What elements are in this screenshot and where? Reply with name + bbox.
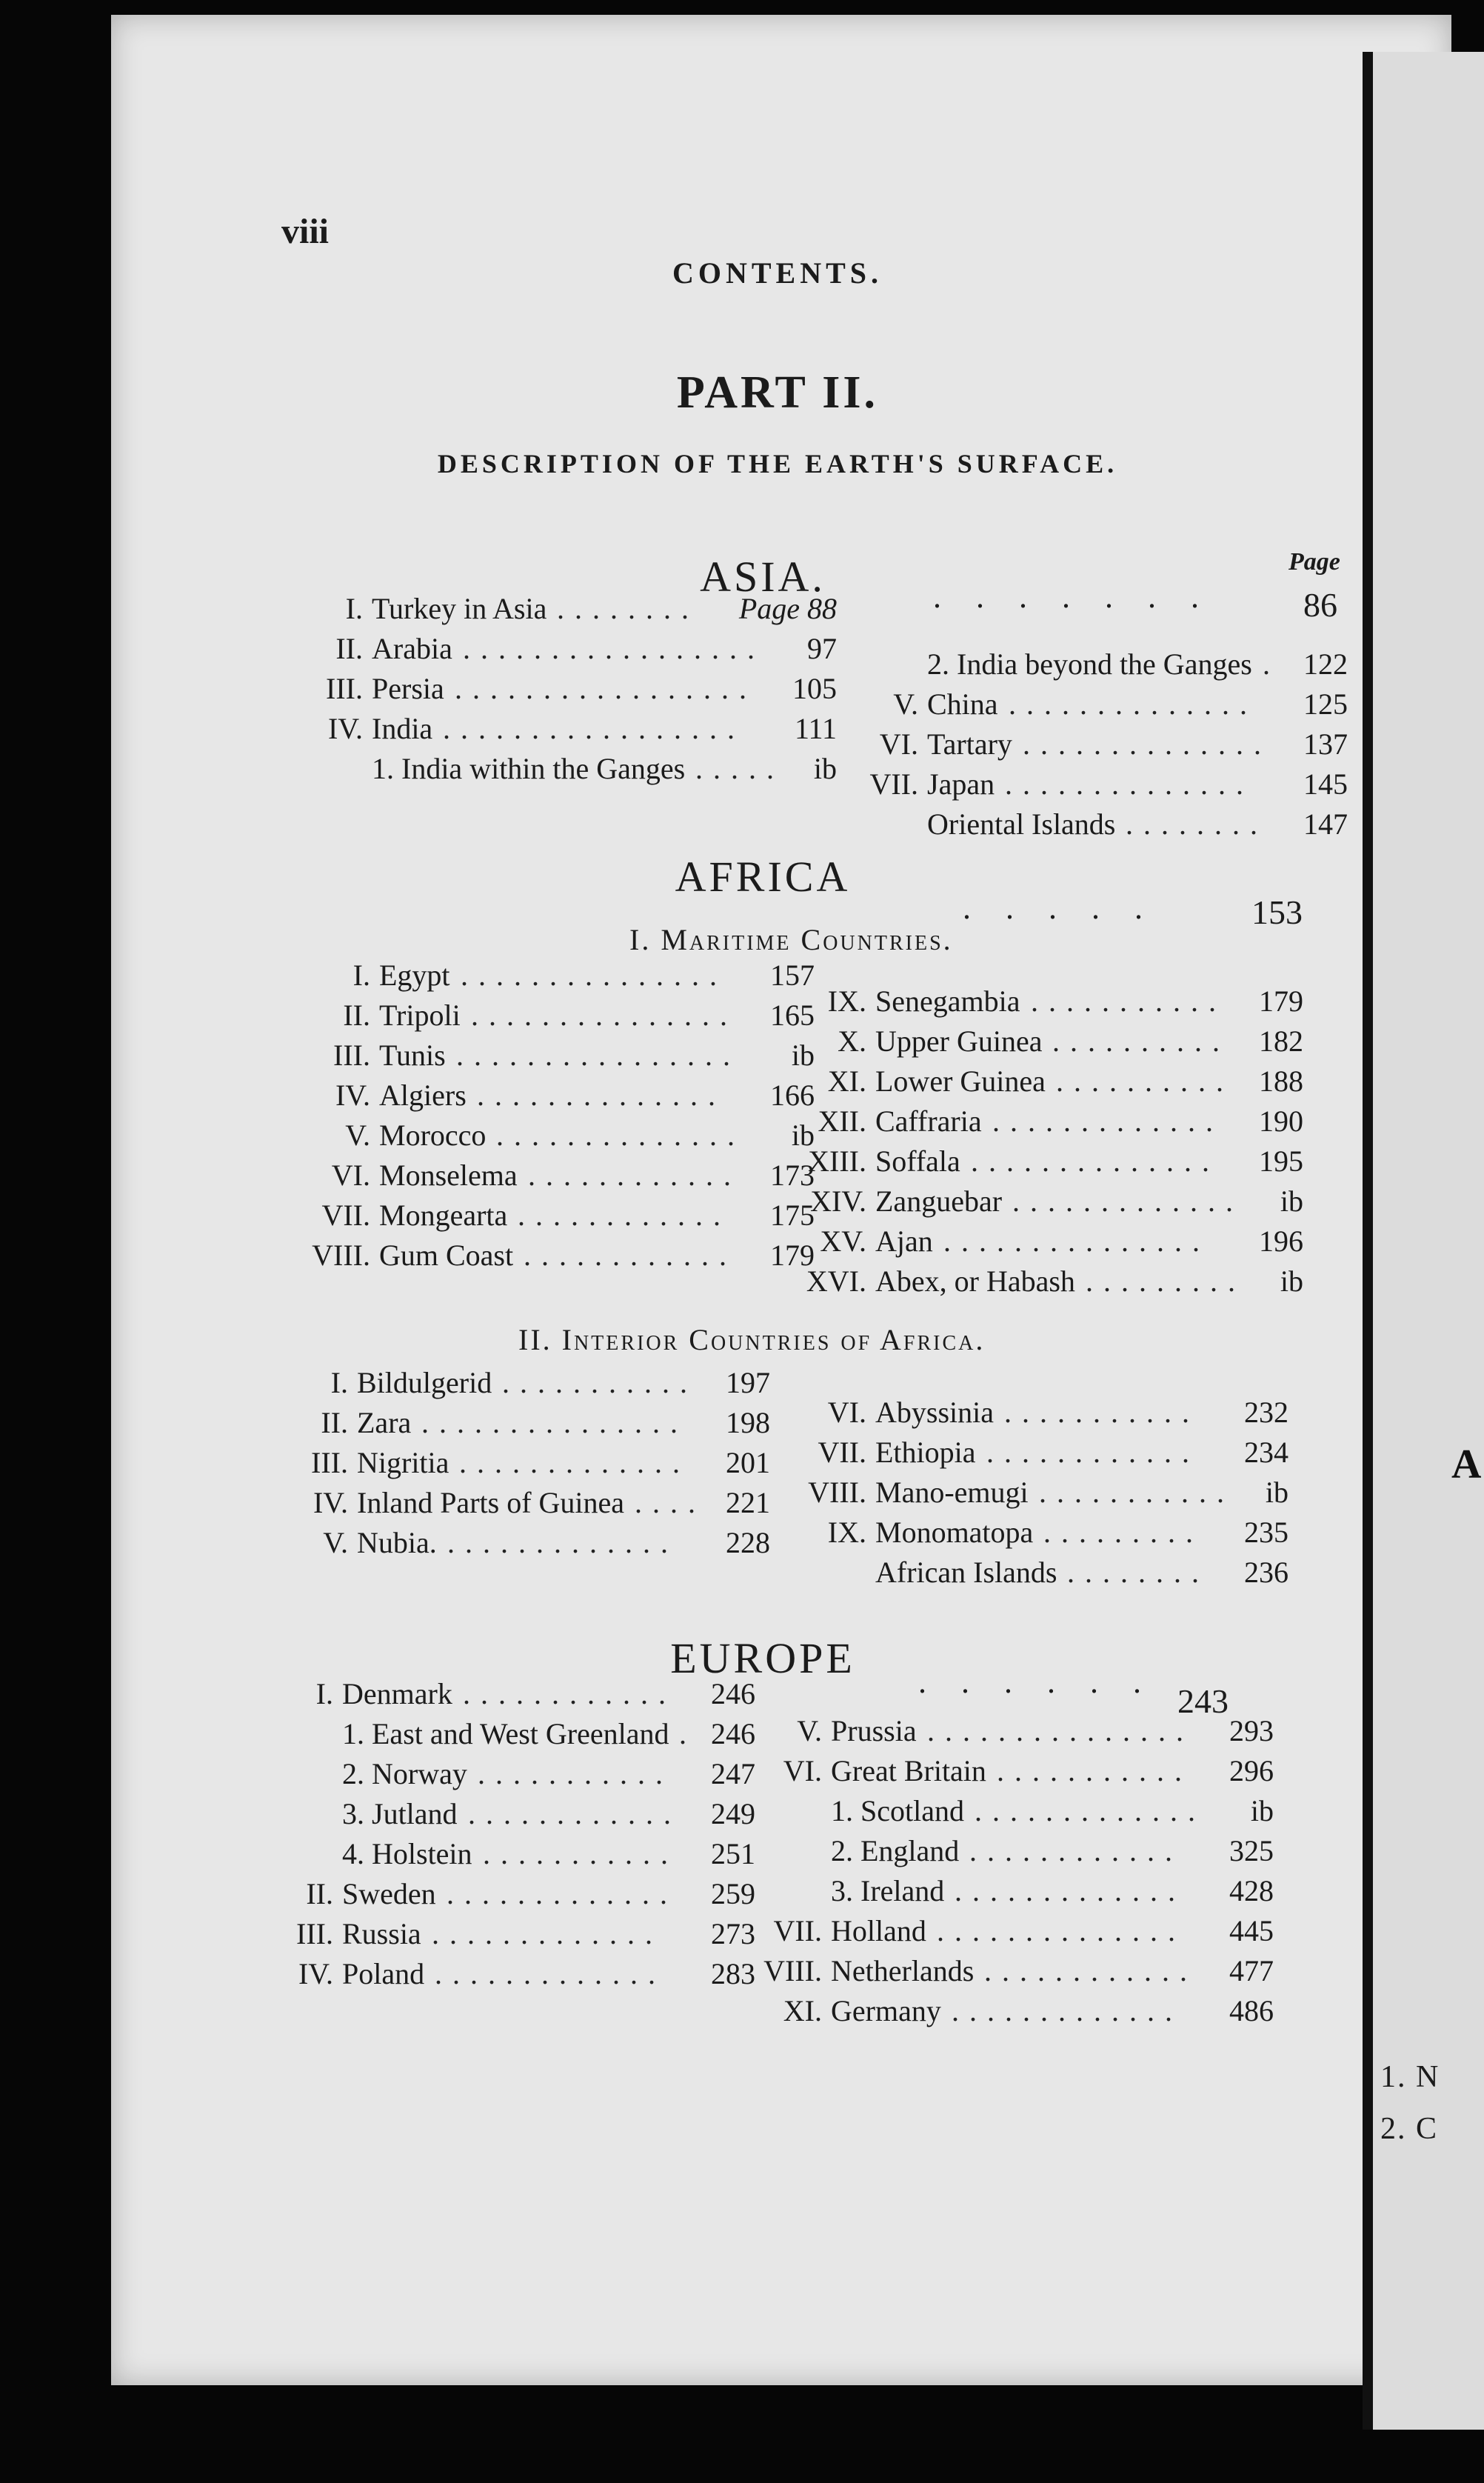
leader-dots: ............ xyxy=(986,1436,1200,1469)
subheading-interior: II. Interior Countries of Africa. xyxy=(518,1323,986,1356)
entry-title: 4. Holstein xyxy=(342,1837,472,1870)
leader-dots: ............. xyxy=(447,1877,678,1910)
toc-entry xyxy=(755,1911,1274,1951)
toc-entry xyxy=(296,669,837,709)
leader-dots: ............... xyxy=(471,999,738,1032)
leader-dots: ............. xyxy=(459,1446,690,1479)
entry-title: Egypt xyxy=(379,959,450,992)
leader-dots: ............ xyxy=(518,1199,731,1232)
toc-entry xyxy=(755,1871,1274,1911)
entry-page: 122 xyxy=(1303,647,1348,681)
entry-number: VI. xyxy=(783,1754,822,1787)
toc-entry xyxy=(800,1021,1303,1061)
leader-dots: ................. xyxy=(463,632,765,665)
entry-title: Zara xyxy=(357,1406,412,1439)
entry-title: Great Britain xyxy=(831,1754,986,1787)
toc-entry xyxy=(304,1076,815,1116)
entry-page: 190 xyxy=(1259,1104,1303,1138)
entry-title: Denmark xyxy=(342,1677,452,1710)
leader-dots: ............... xyxy=(461,959,727,992)
entry-number: III. xyxy=(296,1917,333,1950)
leader-dots: ............ xyxy=(463,1677,676,1710)
leader-dots: ........... xyxy=(478,1757,673,1790)
entry-title: Sweden xyxy=(342,1877,436,1910)
toc-entry xyxy=(304,1236,815,1276)
entry-page: 236 xyxy=(1244,1556,1289,1589)
leader-dots: ............. xyxy=(1012,1184,1243,1218)
entry-title: 2. India beyond the Ganges xyxy=(927,647,1252,681)
section-title-africa: AFRICA xyxy=(675,853,851,901)
entry-title: Abex, or Habash xyxy=(875,1264,1075,1298)
toc-entry xyxy=(296,589,837,629)
running-head: CONTENTS. xyxy=(672,256,883,290)
entry-title: 1. Scotland xyxy=(831,1794,964,1827)
entry-page: 147 xyxy=(1303,807,1348,841)
entry-title: Lower Guinea xyxy=(875,1064,1046,1098)
entry-number: II. xyxy=(306,1877,333,1910)
toc-entry xyxy=(800,981,1303,1021)
leader-dots: . . . . . . xyxy=(918,1664,1154,1700)
entry-number: VII. xyxy=(321,1199,370,1232)
entry-title: China xyxy=(927,687,998,721)
entry-page: 247 xyxy=(711,1757,755,1790)
leader-dots: .............. xyxy=(1005,767,1254,801)
entry-page: ib xyxy=(1280,1184,1303,1218)
entry-page: 283 xyxy=(711,1957,755,1990)
entry-number: XI. xyxy=(827,1064,866,1098)
entry-page: 232 xyxy=(1244,1396,1289,1429)
toc-entry xyxy=(800,1262,1303,1302)
entry-title: Mongearta xyxy=(379,1199,508,1232)
entry-number: II. xyxy=(343,999,370,1032)
toc-entry xyxy=(755,1951,1274,1991)
toc-entry xyxy=(304,1156,815,1196)
africa-interior-right-column xyxy=(800,1393,1289,1593)
europe-right-column xyxy=(755,1711,1274,2031)
leader-dots: ............ xyxy=(984,1954,1197,1987)
entry-number: II. xyxy=(335,632,363,665)
leader-dots: ............ xyxy=(524,1239,737,1272)
entry-title: Holland xyxy=(831,1914,926,1947)
section-title-asia: ASIA. xyxy=(700,553,826,601)
toc-entry xyxy=(800,1473,1289,1513)
entry-number: IX. xyxy=(827,1516,866,1549)
entry-title: 3. Jutland xyxy=(342,1797,458,1830)
page-column-header: Page xyxy=(1289,548,1340,576)
leader-dots: . . . . . xyxy=(963,890,1156,926)
section-page-europe: 243 xyxy=(1177,1682,1229,1720)
entry-page: 173 xyxy=(770,1159,815,1192)
entry-number: III. xyxy=(311,1446,348,1479)
entry-number: II. xyxy=(321,1406,348,1439)
leader-dots: ............. xyxy=(432,1917,663,1950)
entry-title: India xyxy=(372,712,433,745)
entry-number: VIII. xyxy=(763,1954,822,1987)
entry-page: 165 xyxy=(770,999,815,1032)
toc-entry xyxy=(800,1061,1303,1101)
leader-dots: ............... xyxy=(421,1406,688,1439)
entry-number: I. xyxy=(345,592,363,625)
leader-dots: . . . . . . . xyxy=(933,579,1212,615)
leader-dots: ........... xyxy=(1031,984,1226,1018)
entry-page: ib xyxy=(813,752,837,785)
entry-page: 228 xyxy=(726,1526,770,1559)
entry-number: V. xyxy=(797,1714,822,1747)
entry-page: 477 xyxy=(1229,1954,1274,1987)
entry-number: VII. xyxy=(818,1436,866,1469)
leader-dots: ........ xyxy=(1067,1556,1209,1589)
entry-number: X. xyxy=(838,1024,866,1058)
entry-page: 325 xyxy=(1229,1834,1274,1867)
entry-page: 273 xyxy=(711,1917,755,1950)
entry-title: Morocco xyxy=(379,1119,487,1152)
entry-title: Turkey in Asia xyxy=(372,592,547,625)
entry-title: Tartary xyxy=(927,727,1012,761)
entry-page: 486 xyxy=(1229,1994,1274,2027)
entry-title: Upper Guinea xyxy=(875,1024,1043,1058)
entry-number: VIII. xyxy=(312,1239,370,1272)
entry-title: African Islands xyxy=(875,1556,1057,1589)
entry-page: ib xyxy=(1280,1264,1303,1298)
entry-title: Bildulgerid xyxy=(357,1366,492,1399)
entry-number: XII. xyxy=(818,1104,866,1138)
entry-title: 2. England xyxy=(831,1834,960,1867)
entry-number: VII. xyxy=(869,767,918,801)
leader-dots: ............. xyxy=(992,1104,1223,1138)
entry-number: IV. xyxy=(312,1486,348,1519)
toc-entry xyxy=(267,1914,755,1954)
entry-page: 179 xyxy=(1259,984,1303,1018)
entry-page: 246 xyxy=(711,1677,755,1710)
entry-number: V. xyxy=(893,687,918,721)
entry-number: XVI. xyxy=(806,1264,866,1298)
toc-entry xyxy=(304,1116,815,1156)
leader-dots: ........ xyxy=(1126,807,1268,841)
toc-entry xyxy=(800,1181,1303,1221)
toc-entry xyxy=(755,1831,1274,1871)
entry-number: IV. xyxy=(298,1957,333,1990)
leader-dots: ............ xyxy=(528,1159,741,1192)
entry-title: Germany xyxy=(831,1994,941,2027)
toc-entry xyxy=(267,1794,755,1834)
entry-title: Tunis xyxy=(379,1039,446,1072)
toc-entry xyxy=(800,1393,1289,1433)
entry-page: 249 xyxy=(711,1797,755,1830)
leader-dots: ............... xyxy=(943,1224,1210,1258)
toc-entry xyxy=(755,1791,1274,1831)
toc-entry xyxy=(267,1714,755,1754)
leader-dots: ................. xyxy=(455,672,757,705)
entry-page: ib xyxy=(1265,1476,1289,1509)
leader-dots: ........... xyxy=(1004,1396,1200,1429)
entry-page: 179 xyxy=(770,1239,815,1272)
entry-title: Arabia xyxy=(372,632,452,665)
entry-page: 201 xyxy=(726,1446,770,1479)
entry-page: 196 xyxy=(1259,1224,1303,1258)
leader-dots: . xyxy=(679,1717,697,1750)
entry-number: XI. xyxy=(783,1994,822,2027)
entry-number: XIV. xyxy=(810,1184,866,1218)
entry-number: I. xyxy=(315,1677,333,1710)
entry-number: I. xyxy=(330,1366,348,1399)
toc-entry xyxy=(852,684,1348,724)
leader-dots: .......... xyxy=(1052,1024,1230,1058)
leader-dots: ............. xyxy=(447,1526,678,1559)
section-title-europe: EUROPE xyxy=(670,1634,855,1682)
entry-page: 157 xyxy=(770,959,815,992)
leader-dots: ............ xyxy=(969,1834,1183,1867)
entry-title: 2. Norway xyxy=(342,1757,467,1790)
leader-dots: .............. xyxy=(1023,727,1271,761)
part-title: PART II. xyxy=(676,367,879,418)
entry-page: 445 xyxy=(1229,1914,1274,1947)
entry-title: 1. India within the Ganges xyxy=(372,752,686,785)
entry-title: Soffala xyxy=(875,1144,960,1178)
africa-maritime-right-column xyxy=(800,981,1303,1302)
africa-maritime-left-column xyxy=(304,956,815,1276)
entry-title: Inland Parts of Guinea xyxy=(357,1486,625,1519)
entry-page: 296 xyxy=(1229,1754,1274,1787)
toc-entry xyxy=(296,629,837,669)
entry-number: VI. xyxy=(827,1396,866,1429)
leader-dots: ..... xyxy=(695,752,784,785)
entry-page: 234 xyxy=(1244,1436,1289,1469)
entry-title: Mano-emugi xyxy=(875,1476,1029,1509)
entry-number: IV. xyxy=(327,712,363,745)
entry-page: 246 xyxy=(711,1717,755,1750)
entry-page: 137 xyxy=(1303,727,1348,761)
entry-title: Caffraria xyxy=(875,1104,982,1138)
entry-page: Page 88 xyxy=(738,592,837,625)
entry-page: 175 xyxy=(770,1199,815,1232)
leader-dots: .... xyxy=(635,1486,706,1519)
entry-page: 221 xyxy=(726,1486,770,1519)
entry-number: VII. xyxy=(773,1914,822,1947)
entry-title: Nigritia xyxy=(357,1446,449,1479)
entry-title: Poland xyxy=(342,1957,425,1990)
entry-number: V. xyxy=(323,1526,348,1559)
entry-title: Ethiopia xyxy=(875,1436,976,1469)
europe-left-column xyxy=(267,1674,755,1994)
toc-entry xyxy=(755,1991,1274,2031)
toc-entry xyxy=(800,1553,1289,1593)
africa-interior-left-column xyxy=(281,1363,770,1563)
leader-dots: ............ xyxy=(468,1797,681,1830)
entry-page: ib xyxy=(791,1119,815,1152)
entry-page: 428 xyxy=(1229,1874,1274,1907)
entry-number: XV. xyxy=(820,1224,866,1258)
entry-page: 293 xyxy=(1229,1714,1274,1747)
entry-page: 111 xyxy=(794,712,837,745)
toc-entry xyxy=(281,1523,770,1563)
entry-title: Algiers xyxy=(379,1079,467,1112)
toc-entry xyxy=(852,804,1348,844)
entry-number: IV. xyxy=(335,1079,370,1112)
toc-entry xyxy=(281,1443,770,1483)
entry-page: 235 xyxy=(1244,1516,1289,1549)
toc-entry xyxy=(800,1513,1289,1553)
entry-page: ib xyxy=(1250,1794,1274,1827)
toc-entry xyxy=(296,749,837,789)
leader-dots: ............. xyxy=(955,1874,1186,1907)
entry-title: Russia xyxy=(342,1917,421,1950)
toc-entry xyxy=(755,1751,1274,1791)
toc-entry xyxy=(800,1221,1303,1262)
leader-dots: ......... xyxy=(1086,1264,1246,1298)
facing-page-letter-edge: A xyxy=(1451,1442,1482,1487)
entry-title: Prussia xyxy=(831,1714,917,1747)
toc-entry xyxy=(852,644,1348,684)
leader-dots: ........... xyxy=(1039,1476,1234,1509)
toc-entry xyxy=(296,709,837,749)
entry-title: Zanguebar xyxy=(875,1184,1003,1218)
toc-entry xyxy=(267,1874,755,1914)
part-subtitle: DESCRIPTION OF THE EARTH'S SURFACE. xyxy=(437,449,1118,479)
entry-title: Netherlands xyxy=(831,1954,975,1987)
facing-page-fragment: 2. C xyxy=(1380,2112,1439,2146)
leader-dots: ........ xyxy=(557,592,699,625)
entry-page: 251 xyxy=(711,1837,755,1870)
leader-dots: ................. xyxy=(443,712,745,745)
toc-entry xyxy=(800,1101,1303,1141)
leader-dots: ........... xyxy=(502,1366,698,1399)
toc-entry xyxy=(304,1036,815,1076)
leader-dots: ............. xyxy=(435,1957,666,1990)
leader-dots: .............. xyxy=(937,1914,1186,1947)
entry-title: Nubia. xyxy=(357,1526,437,1559)
leader-dots: .......... xyxy=(1056,1064,1234,1098)
entry-number: I. xyxy=(352,959,370,992)
entry-page: 188 xyxy=(1259,1064,1303,1098)
entry-title: Ajan xyxy=(875,1224,933,1258)
entry-number: VIII. xyxy=(808,1476,866,1509)
toc-entry xyxy=(304,996,815,1036)
toc-entry xyxy=(267,1674,755,1714)
entry-title: Persia xyxy=(372,672,444,705)
entry-title: Tripoli xyxy=(379,999,461,1032)
leader-dots: ........... xyxy=(483,1837,678,1870)
leader-dots: . xyxy=(1263,647,1280,681)
entry-page: 105 xyxy=(792,672,837,705)
leader-dots: ............. xyxy=(952,1994,1183,2027)
entry-page: 259 xyxy=(711,1877,755,1910)
entry-number: IX. xyxy=(827,984,866,1018)
toc-entry xyxy=(800,1141,1303,1181)
entry-page: 195 xyxy=(1259,1144,1303,1178)
facing-page-fragment: 1. N xyxy=(1380,2060,1440,2094)
entry-number: VI. xyxy=(331,1159,370,1192)
leader-dots: .............. xyxy=(1009,687,1257,721)
entry-number: XIII. xyxy=(808,1144,866,1178)
asia-right-column xyxy=(852,644,1348,844)
leader-dots: ................ xyxy=(456,1039,741,1072)
entry-title: Abyssinia xyxy=(875,1396,994,1429)
entry-title: Monomatopa xyxy=(875,1516,1034,1549)
toc-entry xyxy=(304,1196,815,1236)
asia-left-column xyxy=(296,589,837,789)
section-page-africa: 153 xyxy=(1251,893,1303,931)
entry-number: VI. xyxy=(879,727,918,761)
leader-dots: .............. xyxy=(496,1119,745,1152)
entry-page: 198 xyxy=(726,1406,770,1439)
entry-title: 1. East and West Greenland xyxy=(342,1717,669,1750)
page-number: viii xyxy=(281,212,330,251)
toc-entry xyxy=(755,1711,1274,1751)
entry-title: Japan xyxy=(927,767,995,801)
entry-number: III. xyxy=(333,1039,370,1072)
entry-title: Monselema xyxy=(379,1159,518,1192)
entry-number: III. xyxy=(326,672,363,705)
leader-dots: ........... xyxy=(997,1754,1192,1787)
section-page-asia: 86 xyxy=(1303,586,1337,624)
toc-entry xyxy=(281,1363,770,1403)
toc-entry xyxy=(267,1954,755,1994)
entry-page: 197 xyxy=(726,1366,770,1399)
leader-dots: ......... xyxy=(1043,1516,1203,1549)
entry-page: 145 xyxy=(1303,767,1348,801)
toc-entry xyxy=(281,1403,770,1443)
entry-title: 3. Ireland xyxy=(831,1874,945,1907)
toc-entry xyxy=(800,1433,1289,1473)
leader-dots: ............... xyxy=(927,1714,1194,1747)
entry-page: 182 xyxy=(1259,1024,1303,1058)
toc-entry xyxy=(281,1483,770,1523)
entry-title: Oriental Islands xyxy=(927,807,1116,841)
leader-dots: ............. xyxy=(975,1794,1206,1827)
toc-entry xyxy=(852,724,1348,764)
entry-number: V. xyxy=(345,1119,370,1152)
toc-entry xyxy=(267,1754,755,1794)
subheading-maritime: I. Maritime Countries. xyxy=(629,923,953,956)
entry-page: 97 xyxy=(807,632,837,665)
toc-entry xyxy=(304,956,815,996)
entry-page: 166 xyxy=(770,1079,815,1112)
toc-entry xyxy=(852,764,1348,804)
entry-title: Gum Coast xyxy=(379,1239,514,1272)
entry-title: Senegambia xyxy=(875,984,1020,1018)
toc-entry xyxy=(267,1834,755,1874)
leader-dots: .............. xyxy=(971,1144,1220,1178)
entry-page: ib xyxy=(791,1039,815,1072)
entry-page: 125 xyxy=(1303,687,1348,721)
leader-dots: .............. xyxy=(477,1079,726,1112)
